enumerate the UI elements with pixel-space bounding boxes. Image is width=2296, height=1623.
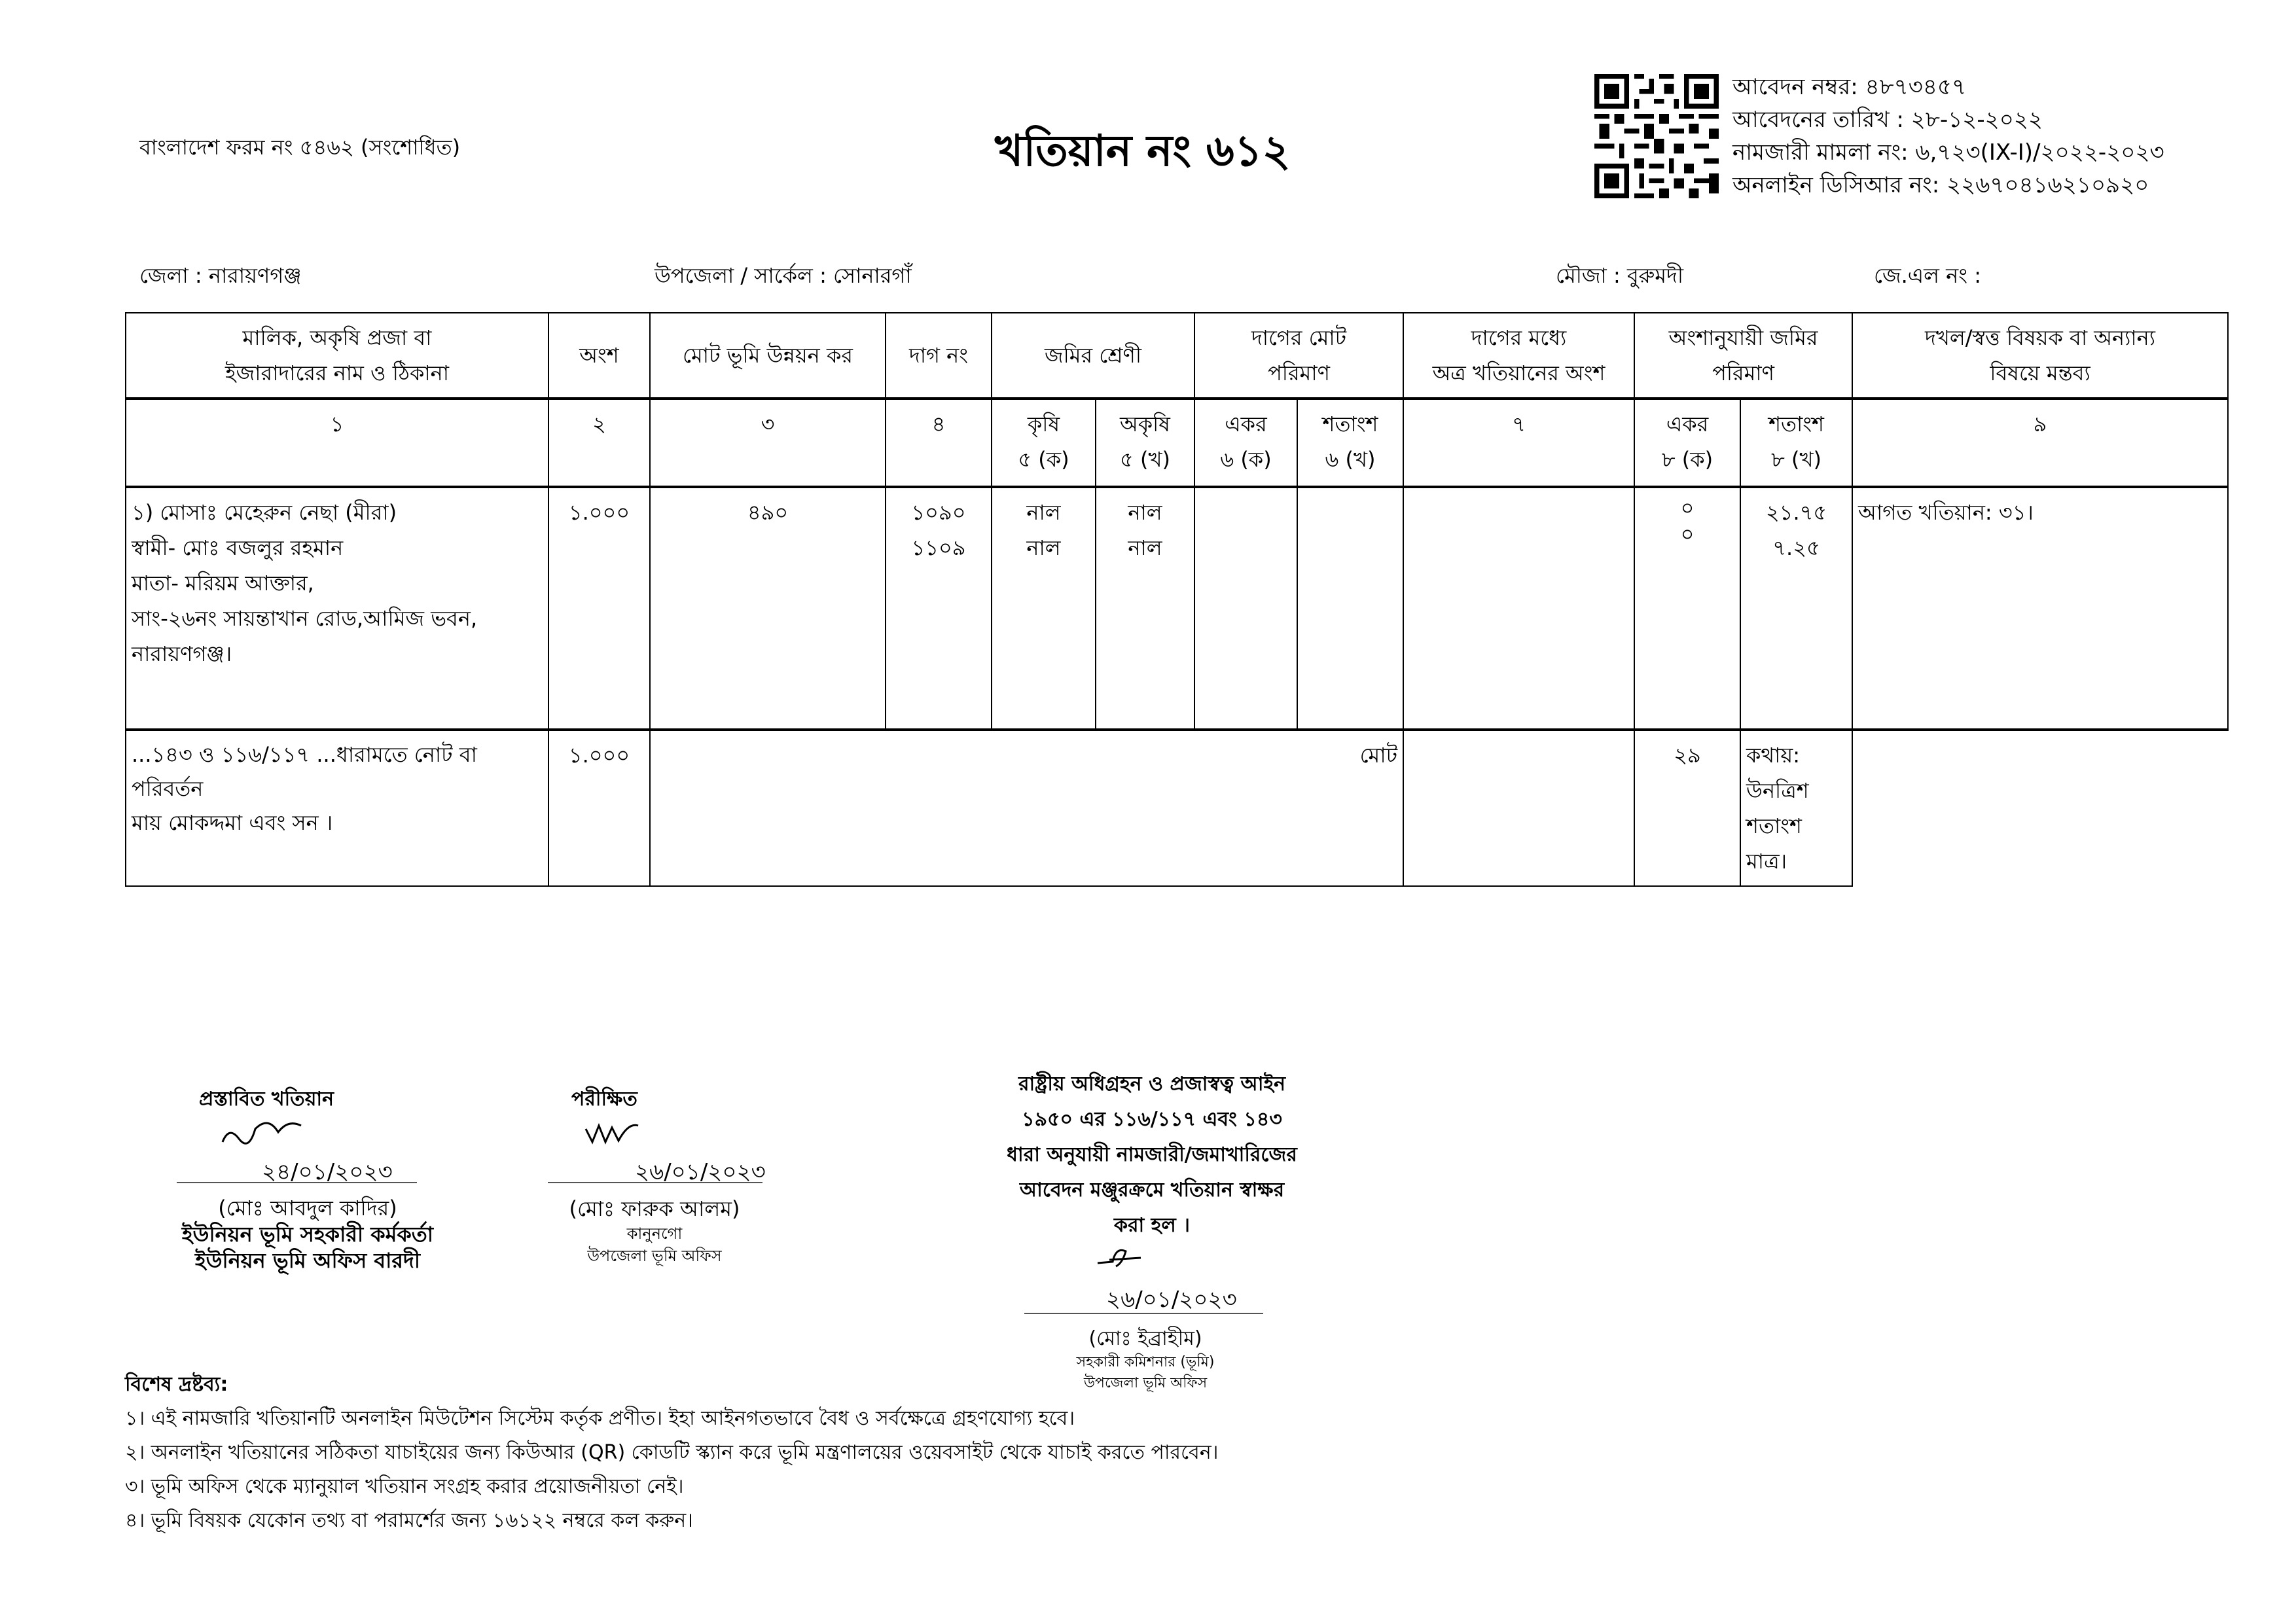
land-acre: ০ ০ [1634, 487, 1740, 730]
signature-checked [583, 1116, 641, 1149]
col-num-7: ৭ [1403, 399, 1634, 487]
col-num-5b: অকৃষি ৫ (খ) [1096, 399, 1194, 487]
header-share: অংশ [548, 313, 650, 399]
col-num-6a: একর ৬ (ক) [1194, 399, 1297, 487]
signature-line [548, 1182, 762, 1183]
header-owner: মালিক, অকৃষি প্রজা বা ইজারাদারের নাম ও ঠিকানা [126, 313, 548, 399]
owner-details: ১) মোসাঃ মেহেরুন নেছা (মীরা) স্বামী- মোঃ বজলুর রহমান মাতা- মরিয়ম আক্তার, সাং-২৬নং সায়ন্তাখান রোড,আমিজ ভবন, নারায়ণগঞ্জ। [126, 487, 548, 730]
column-number-row [126, 399, 2228, 487]
khatian-table [125, 312, 2229, 887]
signature-line [177, 1182, 417, 1183]
header-dag-total: দাগের মোট পরিমাণ [1194, 313, 1403, 399]
checked-label: পরীক্ষিত [571, 1088, 637, 1111]
header-dag-no: দাগ নং [886, 313, 992, 399]
upazila: উপজেলা / সার্কেল : সোনারগাঁ [655, 263, 912, 288]
special-notes [125, 1368, 1218, 1538]
approved-date: ২৬/০১/২০২৩ [1106, 1287, 1237, 1313]
dag-numbers: ১০৯০ ১১০৯ [886, 487, 992, 730]
mutation-case-number: নামজারী মামলা নং: ৬,৭২৩(IX-I)/২০২২-২০২৩ [1732, 139, 2164, 166]
proposed-label: প্রস্তাবিত খতিয়ান [199, 1088, 334, 1111]
total-share: ১.০০০ [548, 730, 650, 886]
col-num-2: ২ [548, 399, 650, 487]
akrishi-class: নাল নাল [1096, 487, 1194, 730]
signature-line [1024, 1313, 1263, 1314]
checked-signatory: (মোঃ ফারুক আলম) কানুনগো উপজেলা ভূমি অফিস [569, 1196, 740, 1265]
land-decimal: ২১.৭৫ ৭.২৫ [1740, 487, 1852, 730]
approved-signatory: (মোঃ ইব্রাহীম) সহকারী কমিশনার (ভূমি) উপজেলা ভূমি অফিস [1076, 1327, 1215, 1391]
application-info [1732, 71, 2164, 202]
dag-total-acre [1194, 487, 1297, 730]
application-number: আবেদন নম্বর: ৪৮৭৩৪৫৭ [1732, 74, 1967, 100]
header-land-amount: অংশানুযায়ী জমির পরিমাণ [1634, 313, 1852, 399]
note-item: ১। এই নামজারি খতিয়ানটি অনলাইন মিউটেশন সিস্টেম কর্তৃক প্রণীত। ইহা আইনগতভাবে বৈধ ও সর্বক্ষেত্রে গ্রহণযোগ্য হবে। [125, 1407, 1075, 1430]
col-num-3: ৩ [650, 399, 886, 487]
signature-approved [1096, 1243, 1142, 1270]
col-num-5a: কৃষি ৫ (ক) [992, 399, 1096, 487]
total-empty [1403, 730, 1634, 886]
application-date: আবেদনের তারিখ : ২৮-১২-২০২২ [1732, 107, 2043, 133]
form-number: বাংলাদেশ ফরম নং ৫৪৬২ (সংশোধিত) [139, 135, 461, 160]
dag-share-value [1403, 487, 1634, 730]
approval-statement: রাষ্ট্রীয় অধিগ্রহন ও প্রজাস্বত্ব আইন ১৯৫০ এর ১১৬/১১৭ এবং ১৪৩ ধারা অনুযায়ী নামজারী/জমাখারিজের আবেদন মঞ্জুরক্রমে খতিয়ান স্বাক্ষর করা হল । [1007, 1073, 1297, 1237]
tax-value: ৪৯০ [650, 487, 886, 730]
mouza: মৌজা : বুরুমদী [1556, 263, 1684, 288]
total-note: ...১৪৩ ও ১১৬/১১৭ ...ধারামতে নোট বা পরিবর্তন মায় মোকদ্দমা এবং সন । [126, 730, 548, 886]
total-in-words: কথায়: উনত্রিশ শতাংশ মাত্র। [1740, 730, 1852, 886]
header-dag-share: দাগের মধ্যে অত্র খতিয়ানের অংশ [1403, 313, 1634, 399]
online-dcr-number: অনলাইন ডিসিআর নং: ২২৬৭০৪১৬২১০৯২০ [1732, 172, 2149, 198]
header-tax: মোট ভূমি উন্নয়ন কর [650, 313, 886, 399]
col-num-8a: একর ৮ (ক) [1634, 399, 1740, 487]
page-title: খতিয়ান নং ৬১২ [995, 126, 1291, 176]
remarks-value: আগত খতিয়ান: ৩১। [1852, 487, 2228, 730]
krishi-class: নাল নাল [992, 487, 1096, 730]
col-num-8b: শতাংশ ৮ (খ) [1740, 399, 1852, 487]
col-num-9: ৯ [1852, 399, 2228, 487]
district: জেলা : নারায়ণগঞ্জ [139, 263, 302, 288]
proposed-signatory: (মোঃ আবদুল কাদির) ইউনিয়ন ভূমি সহকারী কর্মকর্তা ইউনিয়ন ভূমি অফিস বারদী [181, 1196, 434, 1273]
table-row [126, 487, 2228, 730]
col-num-4: ৪ [886, 399, 992, 487]
signature-proposed [216, 1113, 308, 1152]
checked-date: ২৬/০১/২০২৩ [635, 1159, 766, 1185]
header-remarks: দখল/স্বত্ত বিষয়ক বা অন্যান্য বিষয়ে মন্তব্য [1852, 313, 2228, 399]
note-item: ২। অনলাইন খতিয়ানের সঠিকতা যাচাইয়ের জন্য কিউআর (QR) কোডটি স্ক্যান করে ভূমি মন্ত্রণালয়ের ওয়েবসাইট থেকে যাচাই করতে পারবেন। [125, 1441, 1219, 1464]
total-row [126, 730, 2228, 886]
total-decimal: ২৯ [1634, 730, 1740, 886]
header-land-class: জমির শ্রেণী [992, 313, 1194, 399]
dag-total-decimal [1297, 487, 1403, 730]
total-label: মোট [650, 730, 1403, 886]
note-item: ৪। ভূমি বিষয়ক যেকোন তথ্য বা পরামর্শের জন্য ১৬১২২ নম্বরে কল করুন। [125, 1509, 693, 1532]
jl-number: জে.এল নং : [1874, 263, 1981, 288]
proposed-date: ২৪/০১/২০২৩ [262, 1159, 393, 1185]
share-value: ১.০০০ [548, 487, 650, 730]
note-item: ৩। ভূমি অফিস থেকে ম্যানুয়াল খতিয়ান সংগ্রহ করার প্রয়োজনীয়তা নেই। [125, 1475, 684, 1498]
col-num-6b: শতাংশ ৬ (খ) [1297, 399, 1403, 487]
notes-heading: বিশেষ দ্রষ্টব্য: [125, 1373, 228, 1396]
col-num-1: ১ [126, 399, 548, 487]
qr-code-icon [1594, 71, 1719, 202]
header-row [126, 313, 2228, 399]
